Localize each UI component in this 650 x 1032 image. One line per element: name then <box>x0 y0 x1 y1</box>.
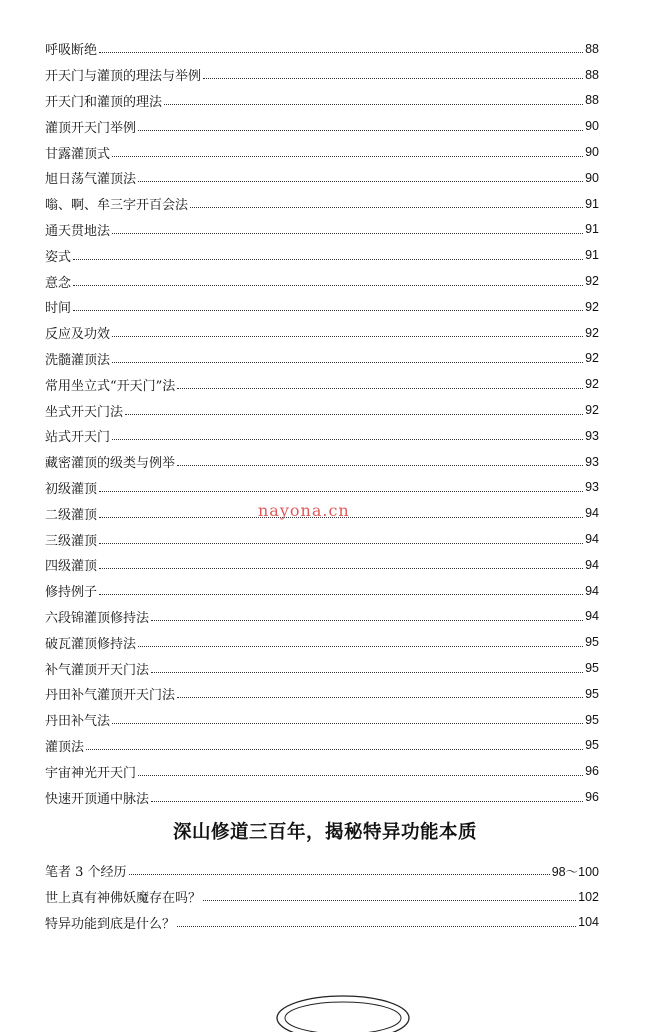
toc-entry[interactable] <box>45 578 599 604</box>
toc-entry-page: 95 <box>585 738 599 753</box>
toc-entry[interactable] <box>45 681 599 707</box>
toc-entry-title: 修持例子 <box>45 585 98 601</box>
toc-entry-page: 93 <box>585 428 599 443</box>
toc-list-top <box>45 36 599 810</box>
toc-entry-page: 88 <box>585 67 599 82</box>
toc-leader-dots <box>177 926 576 927</box>
toc-leader-dots <box>138 181 583 182</box>
toc-leader-dots <box>112 362 583 363</box>
toc-entry-page: 96 <box>585 764 599 779</box>
toc-leader-dots <box>99 52 583 53</box>
toc-entry[interactable] <box>45 346 599 372</box>
toc-leader-dots <box>138 646 583 647</box>
toc-entry-page: 94 <box>585 506 599 521</box>
toc-entry[interactable] <box>45 191 599 217</box>
toc-entry-title: 开天门与灌顶的理法与举例 <box>45 69 202 85</box>
toc-entry[interactable] <box>45 552 599 578</box>
toc-entry-title: 初级灌顶 <box>45 481 98 497</box>
toc-entry-page: 93 <box>585 480 599 495</box>
toc-entry-title: 快速开顶通中脉法 <box>45 791 150 807</box>
toc-leader-dots <box>129 874 550 875</box>
toc-entry-page: 88 <box>585 93 599 108</box>
toc-entry-title: 补气灌顶开天门法 <box>45 662 150 678</box>
toc-entry-page: 92 <box>585 274 599 289</box>
toc-entry-page: 95 <box>585 635 599 650</box>
toc-entry-title: 反应及功效 <box>45 327 111 343</box>
toc-leader-dots <box>151 801 583 802</box>
toc-entry-title: 灌顶法 <box>45 739 85 755</box>
toc-entry-page: 98～100 <box>551 864 599 879</box>
toc-leader-dots <box>177 388 583 389</box>
toc-entry-title: 意念 <box>45 275 72 291</box>
toc-entry[interactable] <box>45 113 599 139</box>
toc-entry-title: 宇宙神光开天门 <box>45 765 137 781</box>
toc-entry[interactable] <box>45 604 599 630</box>
toc-entry-title: 旭日荡气灌顶法 <box>45 172 137 188</box>
toc-entry-page: 94 <box>585 557 599 572</box>
toc-entry-title: 通天贯地法 <box>45 223 111 239</box>
toc-leader-dots <box>73 285 583 286</box>
toc-entry-page: 92 <box>585 377 599 392</box>
toc-entry[interactable] <box>45 707 599 733</box>
toc-leader-dots <box>177 465 583 466</box>
toc-entry-page: 90 <box>585 145 599 160</box>
toc-entry[interactable] <box>45 397 599 423</box>
toc-entry-page: 96 <box>585 790 599 804</box>
toc-entry[interactable] <box>45 294 599 320</box>
toc-entry-page: 102 <box>578 889 599 904</box>
toc-leader-dots <box>112 439 583 440</box>
toc-entry-title: 丹田补气灌顶开天门法 <box>45 688 176 704</box>
toc-leader-dots <box>125 414 583 415</box>
toc-entry[interactable] <box>45 62 599 88</box>
toc-leader-dots <box>177 697 583 698</box>
toc-entry-page: 95 <box>585 686 599 701</box>
toc-entry[interactable] <box>45 139 599 165</box>
toc-entry-page: 94 <box>585 532 599 547</box>
toc-leader-dots <box>190 207 583 208</box>
toc-leader-dots <box>112 156 583 157</box>
toc-leader-dots <box>99 491 583 492</box>
toc-entry[interactable] <box>45 371 599 397</box>
toc-leader-dots <box>99 568 583 569</box>
toc-entry-page: 92 <box>585 325 599 340</box>
toc-entry[interactable] <box>45 526 599 552</box>
toc-leader-dots <box>112 723 583 724</box>
toc-entry[interactable] <box>45 758 599 784</box>
toc-entry-title: 时间 <box>45 301 72 317</box>
toc-leader-dots <box>164 104 583 105</box>
toc-leader-dots <box>99 543 583 544</box>
toc-leader-dots <box>73 310 583 311</box>
toc-leader-dots <box>73 259 583 260</box>
toc-leader-dots <box>112 336 583 337</box>
toc-entry-title: 灌顶开天门举例 <box>45 120 137 136</box>
toc-entry-page: 95 <box>585 661 599 676</box>
toc-entry-title: 洗髓灌顶法 <box>45 352 111 368</box>
toc-entry-title: 笔者 3 个经历 <box>45 865 127 881</box>
toc-entry-page: 91 <box>585 248 599 263</box>
toc-entry-title: 坐式开天门法 <box>45 404 124 420</box>
toc-entry-page: 90 <box>585 170 599 185</box>
toc-entry[interactable] <box>45 910 599 936</box>
toc-entry-page: 92 <box>585 299 599 314</box>
toc-entry-title: 开天门和灌顶的理法 <box>45 94 163 110</box>
toc-entry-title: 站式开天门 <box>45 430 111 446</box>
toc-entry-title: 三级灌顶 <box>45 533 98 549</box>
toc-entry[interactable] <box>45 784 599 810</box>
toc-leader-dots <box>112 233 583 234</box>
toc-entry-title: 六段锦灌顶修持法 <box>45 610 150 626</box>
toc-list-bottom <box>45 858 599 935</box>
toc-entry[interactable] <box>45 268 599 294</box>
section-title: 深山修道三百年，揭秘特异功能本质 <box>172 822 477 843</box>
toc-entry-page: 92 <box>585 351 599 366</box>
toc-entry-title: 特异功能到底是什么？ <box>45 916 176 932</box>
toc-entry-title: 姿式 <box>45 249 72 265</box>
toc-entry[interactable] <box>45 320 599 346</box>
toc-entry[interactable] <box>45 655 599 681</box>
toc-entry-title: 呼吸断绝 <box>45 43 98 59</box>
toc-entry-title: 嗡、啊、牟三字开百会法 <box>45 198 189 214</box>
toc-entry[interactable] <box>45 242 599 268</box>
toc-entry[interactable] <box>45 475 599 501</box>
toc-leader-dots <box>99 594 583 595</box>
toc-entry-page: 90 <box>585 119 599 134</box>
toc-entry-title: 丹田补气法 <box>45 714 111 730</box>
watermark: nayona.cn <box>258 501 350 520</box>
toc-entry[interactable] <box>45 449 599 475</box>
toc-leader-dots <box>151 672 583 673</box>
toc-entry-title: 甘露灌顶式 <box>45 146 111 162</box>
toc-entry-page: 92 <box>585 403 599 418</box>
toc-leader-dots <box>203 78 583 79</box>
toc-entry-title: 破瓦灌顶修持法 <box>45 636 137 652</box>
toc-leader-dots <box>86 749 583 750</box>
toc-entry-page: 94 <box>585 609 599 624</box>
toc-entry-page: 95 <box>585 712 599 727</box>
toc-entry-title: 藏密灌顶的级类与例举 <box>45 456 176 472</box>
toc-entry-title: 二级灌顶 <box>45 507 98 523</box>
toc-entry-title: 常用坐立式“开天门”法 <box>45 378 176 394</box>
toc-entry-page: 104 <box>578 915 599 930</box>
toc-entry[interactable] <box>45 629 599 655</box>
toc-entry[interactable] <box>45 165 599 191</box>
toc-entry-page: 93 <box>585 454 599 469</box>
toc-entry[interactable] <box>45 423 599 449</box>
toc-entry[interactable] <box>45 217 599 243</box>
toc-entry[interactable] <box>45 88 599 114</box>
toc-entry-page: 91 <box>585 222 599 237</box>
toc-entry-page: 88 <box>585 41 599 56</box>
toc-leader-dots <box>203 900 576 901</box>
toc-leader-dots <box>138 775 583 776</box>
toc-entry-title: 四级灌顶 <box>45 559 98 575</box>
toc-entry-page: 94 <box>585 583 599 598</box>
toc-entry[interactable] <box>45 36 599 62</box>
toc-entry-title: 世上真有神佛妖魔存在吗？ <box>45 891 202 907</box>
toc-entry[interactable] <box>45 733 599 759</box>
toc-entry[interactable] <box>45 858 599 884</box>
page-ornament-icon <box>273 992 413 1032</box>
toc-leader-dots <box>138 130 583 131</box>
toc-entry[interactable] <box>45 884 599 910</box>
toc-leader-dots <box>151 620 583 621</box>
toc-entry-page: 91 <box>585 196 599 211</box>
